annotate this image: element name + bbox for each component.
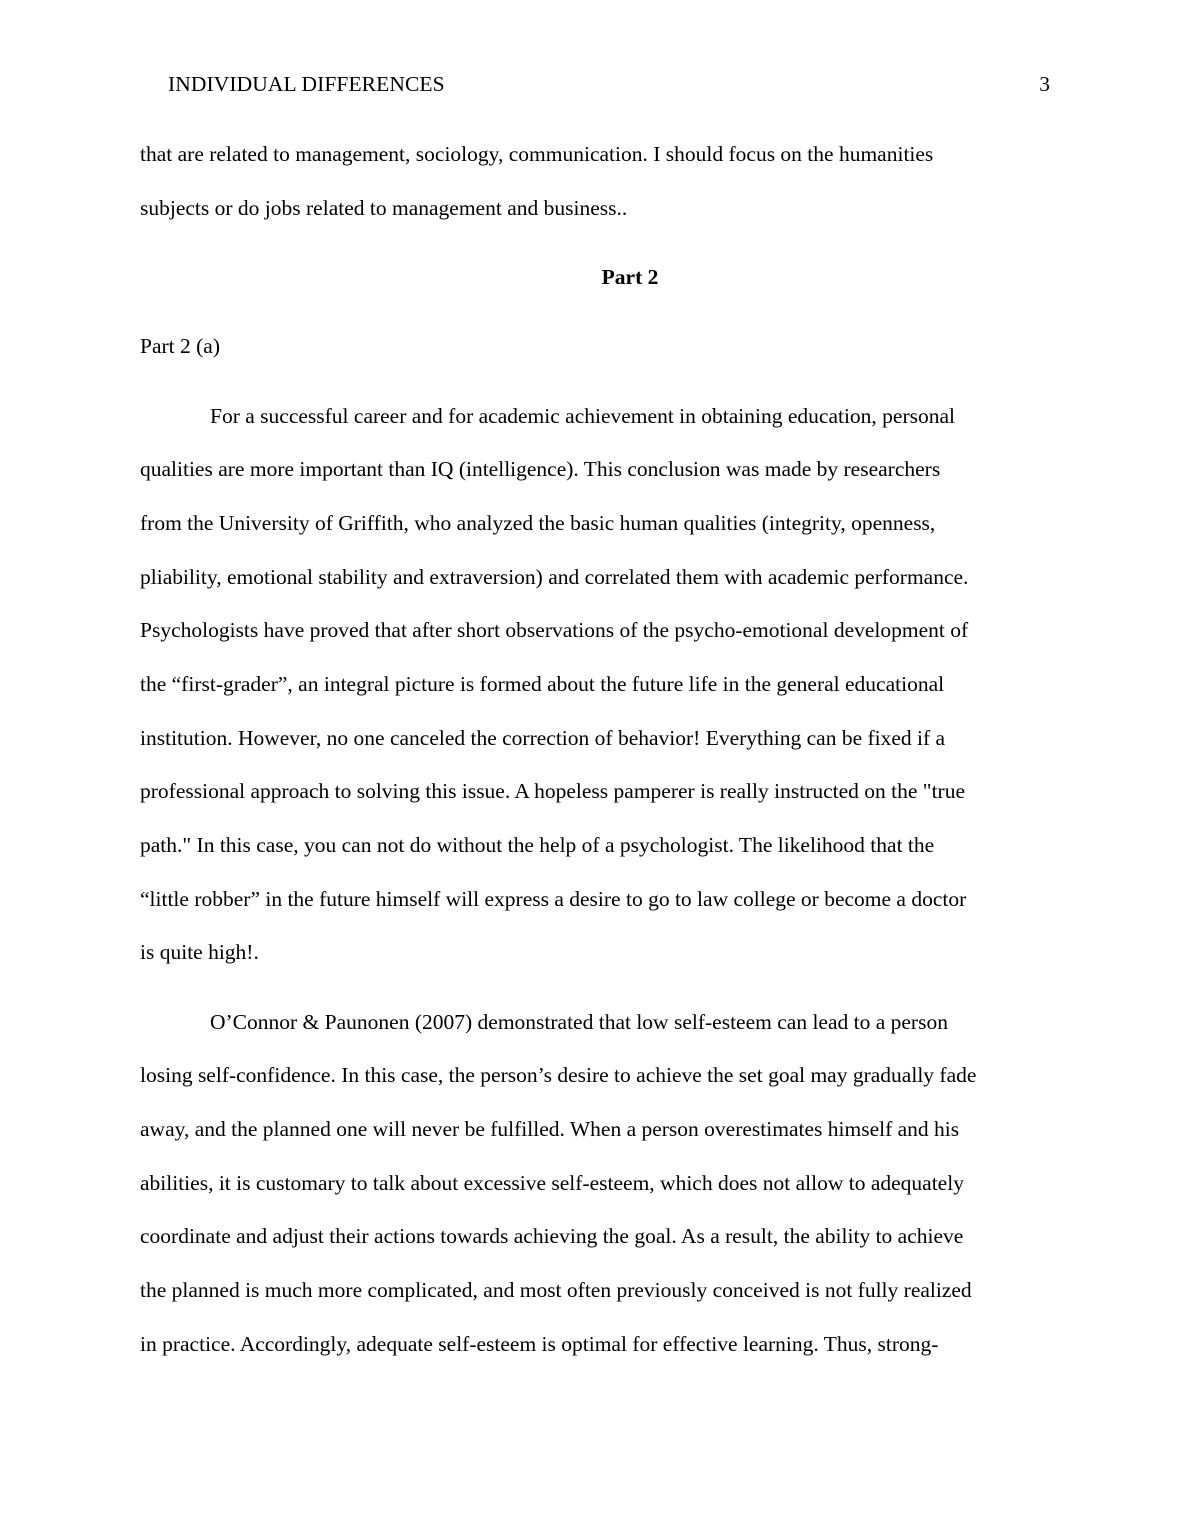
body-line: the planned is much more complicated, and most often previously conceived is not fully realized — [140, 1278, 972, 1302]
body-line: away, and the planned one will never be fulfilled. When a person overestimates himself and his — [140, 1117, 960, 1141]
body-line: losing self-confidence. In this case, the person’s desire to achieve the set goal may gradually fade — [140, 1063, 977, 1087]
body-line: professional approach to solving this issue. A hopeless pamperer is really instructed on the "true — [140, 779, 965, 803]
body-line: is quite high!. — [140, 940, 259, 964]
body-line: in practice. Accordingly, adequate self-esteem is optimal for effective learning. Thus, strong- — [140, 1332, 939, 1356]
body-line: abilities, it is customary to talk about excessive self-esteem, which does not allow to adequately — [140, 1171, 964, 1195]
subsection-label: Part 2 (a) — [140, 334, 220, 358]
body-line: “little robber” in the future himself will express a desire to go to law college or become a doctor — [140, 887, 967, 911]
running-head: INDIVIDUAL DIFFERENCES — [168, 72, 445, 96]
body-line: coordinate and adjust their actions towards achieving the goal. As a result, the ability to achieve — [140, 1224, 964, 1248]
page-number: 3 — [1039, 72, 1050, 96]
body-line: For a successful career and for academic achievement in obtaining education, personal — [210, 404, 956, 428]
body-line: O’Connor & Paunonen (2007) demonstrated that low self-esteem can lead to a person — [210, 1010, 948, 1034]
body-line: the “first-grader”, an integral picture is formed about the future life in the general educational — [140, 672, 945, 696]
section-heading: Part 2 — [601, 265, 659, 289]
body-line: Psychologists have proved that after short observations of the psycho-emotional development of — [140, 618, 969, 642]
body-line: qualities are more important than IQ (intelligence). This conclusion was made by researchers — [140, 457, 941, 481]
body-line: that are related to management, sociology, communication. I should focus on the humanities — [140, 142, 934, 166]
body-line: institution. However, no one canceled the correction of behavior! Everything can be fixed if a — [140, 726, 946, 750]
body-line: path." In this case, you can not do without the help of a psychologist. The likelihood that the — [140, 833, 935, 857]
body-line: subjects or do jobs related to management and business.. — [140, 196, 628, 220]
body-line: pliability, emotional stability and extraversion) and correlated them with academic performance. — [140, 565, 969, 589]
body-line: from the University of Griffith, who analyzed the basic human qualities (integrity, openness, — [140, 511, 936, 535]
